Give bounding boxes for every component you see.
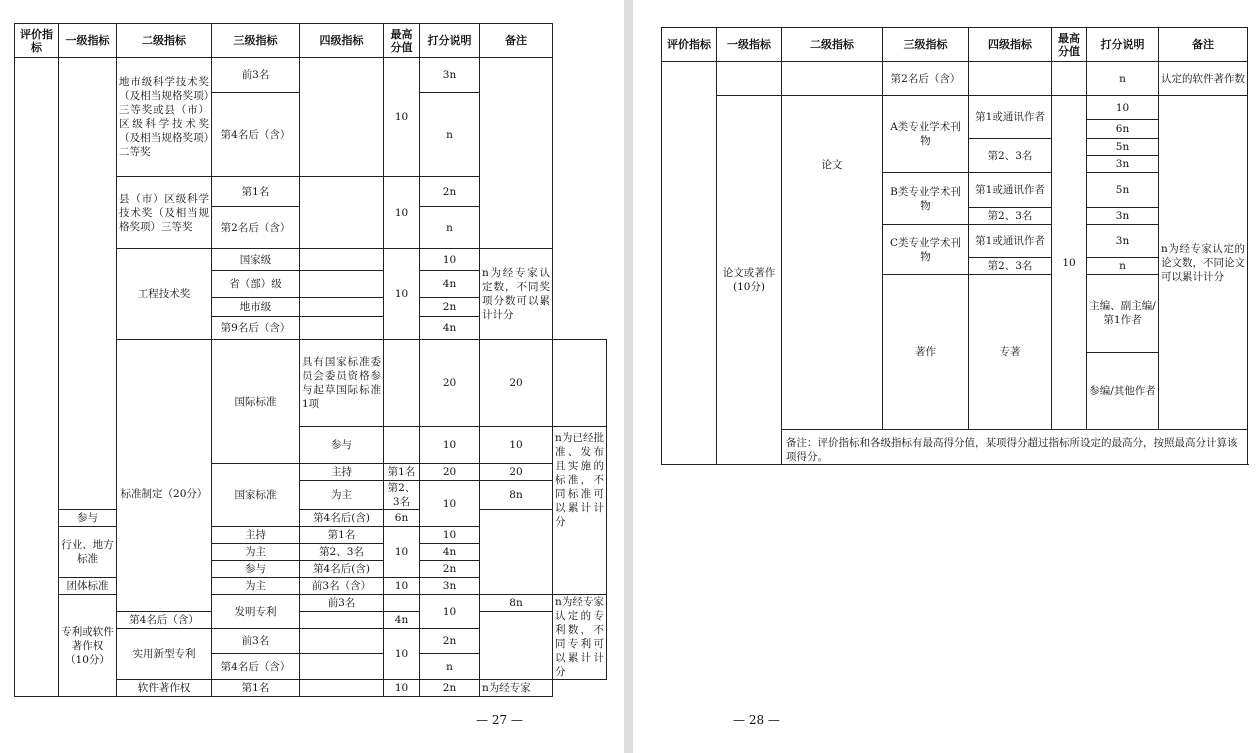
page-number: — 28 — [733, 713, 780, 727]
cell-note-software: 认定的软件著作数 [1159, 62, 1248, 96]
header-level4: 四级指标 [969, 28, 1052, 62]
header-level3: 三级指标 [883, 28, 969, 62]
cell-score: n [1087, 62, 1159, 96]
cell-book-l2: 著作 [883, 275, 969, 430]
cell-level: 第9名后（含） [212, 317, 300, 340]
cell-score: 2n [420, 298, 480, 317]
cell-score: 3n [1087, 156, 1159, 173]
cell-l4: 前3名（含） [300, 578, 384, 595]
cell-l3: 为主 [212, 544, 300, 561]
cell-score: 5n [1087, 139, 1159, 156]
cell-score: 10 [420, 527, 480, 544]
cell-l3: 具有国家标准委员会委员资格参与起草国际标准1项 [300, 340, 384, 427]
cell-l4: 第1名 [300, 527, 384, 544]
cell-score: 2n [420, 177, 480, 207]
cell-score: 8n [480, 481, 553, 510]
cell-max: 10 [420, 427, 480, 464]
cell-utility-patent: 实用新型专利 [117, 629, 212, 680]
scoring-table-right [661, 27, 1248, 465]
cell-note-software: n为经专家 [480, 680, 553, 697]
cell-l3: 参与 [59, 510, 117, 527]
header-level2: 二级指标 [782, 28, 883, 62]
cell-max: 10 [420, 595, 480, 629]
header-remarks: 备注 [480, 24, 553, 58]
cell-l4: 第2、3名 [969, 139, 1052, 173]
header-evaluation-indicator: 评价指标 [15, 24, 59, 58]
cell-l3: 主持 [300, 464, 384, 481]
cell-max: 10 [420, 481, 480, 527]
cell-journal-a: A类专业学术刊物 [883, 96, 969, 173]
header-evaluation-indicator: 评价指标 [662, 28, 717, 62]
cell-note-engineering: n为经专家认定数，不同奖项分数可以累计计分 [480, 249, 553, 340]
cell-score: 20 [480, 340, 553, 427]
header-level3: 三级指标 [212, 24, 300, 58]
cell-score: 4n [420, 317, 480, 340]
cell-empty [300, 249, 384, 271]
cell-max: 10 [384, 177, 420, 249]
cell-patent-l1: 专利或软件著作权（10分） [59, 595, 117, 697]
cell-max: 10 [384, 680, 420, 697]
header-max-score: 最高分值 [1052, 28, 1087, 62]
scoring-table-left [14, 23, 607, 697]
cell-monograph: 专著 [969, 275, 1052, 430]
cell-industry-standard: 行业、地方标准 [59, 527, 117, 578]
cell-level1-award [59, 58, 117, 510]
cell-score: 20 [480, 464, 553, 481]
cell-empty [384, 427, 420, 464]
cell-l4: 第1或通讯作者 [969, 96, 1052, 139]
cell-empty [553, 340, 607, 427]
cell-engineering-award: 工程技术奖 [117, 249, 212, 340]
cell-standards-l1: 标准制定（20分） [117, 340, 212, 612]
cell-score: 3n [420, 578, 480, 595]
cell-l3: 第1名 [212, 680, 300, 697]
header-scoring-note: 打分说明 [420, 24, 480, 58]
cell-l4: 第1或通讯作者 [969, 173, 1052, 208]
cell-empty [300, 271, 384, 298]
cell-county-award: 县（市）区级科学技术奖（及相当规格奖项）三等奖 [117, 177, 212, 249]
cell-empty [300, 58, 384, 177]
cell-l4: 第2、3名 [384, 481, 420, 510]
cell-empty [300, 612, 384, 629]
cell-empty [300, 680, 384, 697]
cell-journal-c: C类专业学术刊物 [883, 225, 969, 275]
footnote: 备注：评价指标和各级指标有最高得分值，某项得分超过指标所设定的最高分，按照最高分计算该项得分。 [782, 430, 1248, 465]
cell-l3: 第2名后（含） [212, 207, 300, 249]
cell-max: 20 [420, 464, 480, 481]
cell-max: 20 [420, 340, 480, 427]
page-right [633, 0, 1257, 753]
cell-paper-l1: 论文或著作(10分) [717, 96, 782, 465]
cell-score: 10 [480, 427, 553, 464]
cell-score: 10 [420, 249, 480, 271]
cell-score: n [420, 207, 480, 249]
cell-l3: 参与 [212, 561, 300, 578]
cell-empty [782, 62, 883, 96]
header-level1: 一级指标 [59, 24, 117, 58]
cell-empty [300, 317, 384, 340]
cell-score: 3n [1087, 208, 1159, 225]
cell-l4: 主编、副主编/第1作者 [1087, 275, 1159, 353]
cell-note-standards: n为已经批准、发布且实施的标准，不同标准可以累计计分 [553, 427, 607, 595]
cell-level: 地市级 [212, 298, 300, 317]
cell-score: 3n [1087, 225, 1159, 258]
header-scoring-note: 打分说明 [1087, 28, 1159, 62]
cell-l3: 第4名后（含） [212, 654, 300, 680]
cell-max: 10 [384, 578, 420, 595]
header-remarks: 备注 [1159, 28, 1248, 62]
cell-l3: 前3名 [300, 595, 384, 612]
cell-max: 10 [1052, 96, 1087, 430]
cell-l4: 第2、3名 [300, 544, 384, 561]
header-level1: 一级指标 [717, 28, 782, 62]
cell-intl-standard: 国际标准 [212, 340, 300, 464]
cell-level: 省（部）级 [212, 271, 300, 298]
cell-l3: 主持 [212, 527, 300, 544]
cell-l3: 前3名 [212, 629, 300, 654]
cell-national-standard: 国家标准 [212, 464, 300, 527]
cell-score: 2n [420, 629, 480, 654]
cell-score: 6n [384, 510, 420, 527]
cell-evaluation-indicator [662, 62, 717, 465]
cell-l3: 前3名 [212, 58, 300, 93]
cell-empty [300, 177, 384, 249]
cell-note-patents: n为经专家认定的专利数，不同专利可以累计计分 [553, 595, 607, 680]
cell-score: 3n [420, 58, 480, 93]
cell-score: 8n [480, 595, 553, 612]
cell-level: 国家级 [212, 249, 300, 271]
page-gutter [624, 0, 633, 753]
cell-score: 4n [420, 271, 480, 298]
cell-score: n [420, 654, 480, 680]
cell-city-award: 地市级科学技术奖（及相当规格奖项）三等奖或县（市）区级科学技术奖（及相当规格奖项）二等奖 [117, 58, 212, 177]
cell-l4: 第4名后(含) [300, 561, 384, 578]
header-level2: 二级指标 [117, 24, 212, 58]
cell-score: 2n [420, 561, 480, 578]
cell-score: 5n [1087, 173, 1159, 208]
cell-score: 4n [420, 544, 480, 561]
cell-empty [480, 58, 553, 249]
header-max-score: 最高分值 [384, 24, 420, 58]
cell-empty [300, 654, 384, 680]
cell-l4: 第2、3名 [969, 258, 1052, 275]
cell-l4: 第2、3名 [969, 208, 1052, 225]
cell-paper-l2: 论文 [782, 96, 883, 430]
cell-evaluation-indicator [15, 58, 59, 697]
cell-l3: 第1名 [212, 177, 300, 207]
cell-empty [300, 298, 384, 317]
page-number: — 27 — [476, 713, 523, 727]
cell-group-standard: 团体标准 [59, 578, 117, 595]
cell-software-copyright: 软件著作权 [117, 680, 212, 697]
cell-score: 4n [384, 612, 420, 629]
cell-empty [300, 629, 384, 654]
cell-empty [1052, 62, 1087, 96]
cell-max: 10 [384, 249, 420, 340]
cell-l3: 为主 [300, 481, 384, 510]
cell-l3: 参与 [300, 427, 384, 464]
cell-empty [384, 340, 420, 427]
cell-max: 10 [384, 58, 420, 177]
cell-l3: 第2名后（含） [883, 62, 969, 96]
cell-score: 6n [1087, 120, 1159, 139]
cell-score: n [420, 93, 480, 177]
cell-l4: 第4名后(含) [300, 510, 384, 527]
cell-l4: 参编/其他作者 [1087, 352, 1159, 430]
cell-max: 10 [384, 527, 420, 578]
cell-score: 10 [1087, 96, 1159, 120]
cell-score: n [1087, 258, 1159, 275]
page-left [0, 0, 624, 753]
cell-invention-patent: 发明专利 [212, 595, 300, 629]
cell-empty [717, 62, 782, 96]
header-level4: 四级指标 [300, 24, 384, 58]
cell-score: 2n [420, 680, 480, 697]
cell-l4: 第1名 [384, 464, 420, 481]
cell-l4: 第1或通讯作者 [969, 225, 1052, 258]
cell-l3: 第4名后（含） [212, 93, 300, 177]
cell-l3: 第4名后（含） [117, 612, 212, 629]
cell-empty [384, 595, 420, 612]
cell-empty [969, 62, 1052, 96]
cell-note-paper: n为经专家认定的论文数，不同论文可以累计计分 [1159, 96, 1248, 430]
cell-l3: 为主 [212, 578, 300, 595]
cell-journal-b: B类专业学术刊物 [883, 173, 969, 225]
cell-max: 10 [384, 629, 420, 680]
